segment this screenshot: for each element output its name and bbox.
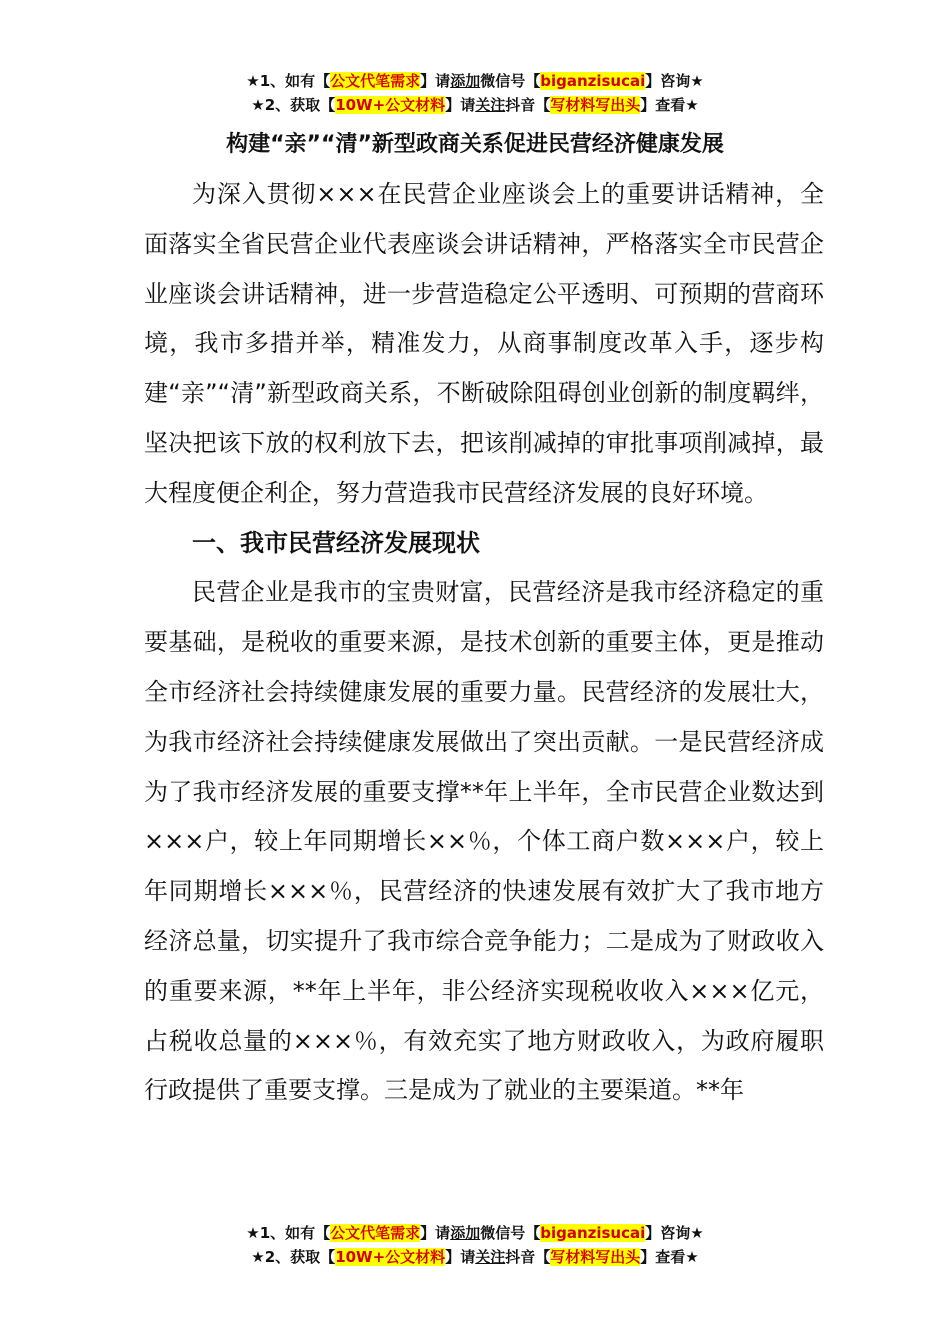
document-body [144, 170, 824, 1116]
promo-text: 】咨询★ [645, 72, 704, 90]
promo-text: 微信号【 [480, 72, 541, 90]
promo-line-2 [0, 94, 950, 116]
section-heading: 一、我市民营经济发展现状 [192, 528, 480, 557]
promo-text: 】查看★ [640, 1248, 699, 1266]
promo-wechat-id: biganzisucai [540, 1224, 646, 1242]
promo-text: ★2、获取【 [251, 1248, 336, 1266]
promo-text: 抖音【 [505, 1248, 551, 1266]
promo-underline: 添加 [450, 72, 481, 90]
promo-underline: 关注 [475, 96, 506, 114]
promo-footer-line-1 [0, 1222, 950, 1244]
promo-footer-line-2 [0, 1246, 950, 1268]
promo-wechat-id: biganzisucai [540, 72, 646, 90]
promo-text: ★2、获取【 [251, 96, 336, 114]
promo-text: ★1、如有【 [246, 72, 331, 90]
promo-highlight: 10W+公文材料 [335, 96, 446, 114]
paragraph-status: 民营企业是我市的宝贵财富，民营经济是我市经济稳定的重要基础，是税收的重要来源，是技术创新的重要主体，更是推动全市经济社会持续健康发展的重要力量。民营经济的发展壮大，为我市经济社会持续健康发展做出了突出贡献。一是民营经济成为了我市经济发展的重要支撑**年上半年，全市民营企业数达到×××户，较上年同期增长××％，个体工商户数×××户，较上年同期增长×××％，民营经济的快速发展有效扩大了我市地方经济总量，切实提升了我市综合竞争能力；二是成为了财政收入的重要来源，**年上半年，非公经济实现税收收入×××亿元，占税收总量的×××％，有效充实了地方财政收入，为政府履职行政提供了重要支撑。三是成为了就业的主要渠道。**年 [144, 578, 824, 1105]
promo-douyin-id: 写材料写出头 [550, 1248, 641, 1266]
promo-highlight: 10W+公文材料 [335, 1248, 446, 1266]
promo-highlight: 公文代笔需求 [330, 72, 421, 90]
paragraph-intro: 为深入贯彻×××在民营企业座谈会上的重要讲话精神，全面落实全省民营企业代表座谈会讲话精神，严格落实全市民营企业座谈会讲话精神，进一步营造稳定公平透明、可预期的营商环境，我市多措并举，精准发力，从商事制度改革入手，逐步构建“亲”“清”新型政商关系，不断破除阻碍创业创新的制度羁绊，坚决把该下放的权利放下去，把该削减掉的审批事项削减掉，最大程度便企利企，努力营造我市民营经济发展的良好环境。 [144, 180, 824, 507]
promo-douyin-id: 写材料写出头 [550, 96, 641, 114]
promo-line-1 [0, 70, 950, 92]
promo-text: 】请 [420, 1224, 451, 1242]
promo-text: 】请 [445, 96, 476, 114]
promo-underline: 关注 [475, 1248, 506, 1266]
promo-text: 】咨询★ [645, 1224, 704, 1242]
promo-highlight: 公文代笔需求 [330, 1224, 421, 1242]
promo-text: 微信号【 [480, 1224, 541, 1242]
promo-text: 】查看★ [640, 96, 699, 114]
promo-text: ★1、如有【 [246, 1224, 331, 1242]
document-title: 构建“亲”“清”新型政商关系促进民营经济健康发展 [226, 132, 724, 157]
promo-text: 】请 [420, 72, 451, 90]
promo-text: 抖音【 [505, 96, 551, 114]
promo-underline: 添加 [450, 1224, 481, 1242]
promo-text: 】请 [445, 1248, 476, 1266]
